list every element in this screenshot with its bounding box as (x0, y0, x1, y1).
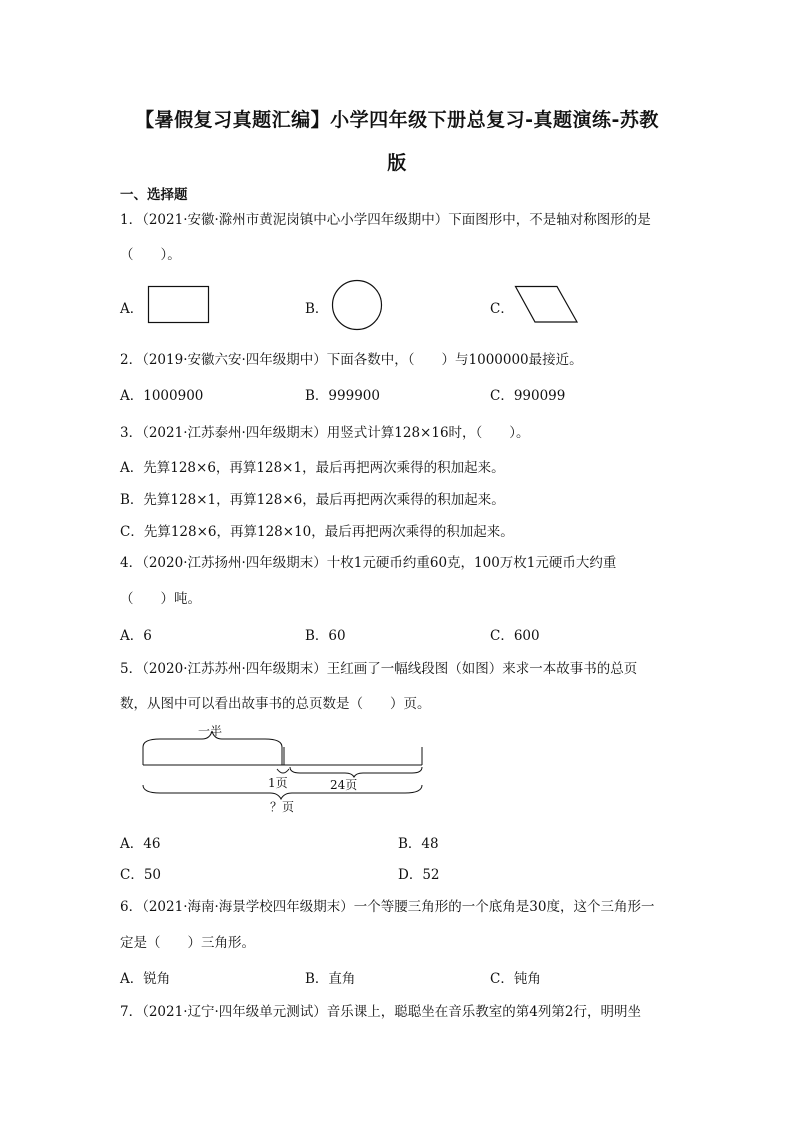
pages24-label: 24页 (330, 778, 358, 792)
q2-option-b[interactable]: B．999900 (305, 388, 380, 404)
question-3-text: 3．（2021·江苏泰州·四年级期末）用竖式计算128×16时，（ ）。 (120, 425, 530, 441)
q1-option-a[interactable]: A． (120, 301, 144, 317)
segment-diagram (140, 725, 430, 815)
question-2-text: 2．（2019·安徽六安·四年级期中）下面各数中，（ ）与1000000最接近。 (120, 352, 583, 368)
q5-option-c[interactable]: C．50 (120, 867, 162, 883)
question-4-text: 4．（2020·江苏扬州·四年级期末）十枚1元硬币约重60克，100万枚1元硬币大约重 (120, 555, 617, 571)
q5-option-a[interactable]: A．46 (120, 836, 161, 852)
q2-option-c[interactable]: C．990099 (490, 388, 566, 404)
pages24-brace (290, 767, 422, 777)
q1-option-b[interactable]: B． (305, 301, 329, 317)
question-6-text: 6．（2021·海南·海景学校四年级期末）一个等腰三角形的一个底角是30度，这个三角形一 (120, 899, 655, 915)
q5-option-b[interactable]: B．48 (398, 836, 439, 852)
q5-option-d[interactable]: D．52 (398, 867, 440, 883)
question-1-text: 1．（2021·安徽·滁州市黄泥岗镇中心小学四年级期中）下面图形中，不是轴对称图形的是 (120, 212, 651, 228)
q4-option-b[interactable]: B．60 (305, 628, 346, 644)
question-6-blank: 定是（ ）三角形。 (120, 935, 255, 951)
section-heading: 一、选择题 (120, 187, 188, 203)
question-5-blank: 数，从图中可以看出故事书的总页数是（ ）页。 (120, 696, 431, 712)
one-page-label: 1页 (268, 776, 288, 790)
page-title-cont: 版 (387, 152, 407, 174)
total-label: ？页 (270, 800, 295, 814)
question-1-blank: （ ）。 (120, 247, 181, 263)
q6-option-c[interactable]: C．钝角 (490, 971, 541, 987)
half-label: 一半 (198, 724, 223, 738)
circle-icon (331, 279, 383, 331)
page-title: 【暑假复习真题汇编】小学四年级下册总复习-真题演练-苏教 (135, 109, 659, 131)
q6-option-b[interactable]: B．直角 (305, 971, 356, 987)
q1-option-c[interactable]: C． (490, 301, 514, 317)
one-page-brace (277, 769, 289, 773)
q3-option-b[interactable]: B．先算128×1，再算128×6，最后再把两次乘得的积加起来。 (120, 492, 505, 508)
question-7-text: 7．（2021·辽宁·四年级单元测试）音乐课上，聪聪坐在音乐教室的第4列第2行，明明坐 (120, 1004, 641, 1020)
q6-option-a[interactable]: A．锐角 (120, 971, 171, 987)
q2-option-a[interactable]: A．1000900 (120, 388, 204, 404)
q3-option-a[interactable]: A．先算128×6，再算128×1，最后再把两次乘得的积加起来。 (120, 460, 505, 476)
question-5-text: 5．（2020·江苏苏州·四年级期末）王红画了一幅线段图（如图）来求一本故事书的总页 (120, 661, 638, 677)
parallelogram-icon (515, 286, 579, 324)
q4-option-a[interactable]: A．6 (120, 628, 152, 644)
q4-option-c[interactable]: C．600 (490, 628, 540, 644)
q3-option-c[interactable]: C．先算128×6，再算128×10，最后再把两次乘得的积加起来。 (120, 524, 514, 540)
rectangle-icon (148, 286, 210, 324)
question-4-blank: （ ）吨。 (120, 591, 201, 607)
